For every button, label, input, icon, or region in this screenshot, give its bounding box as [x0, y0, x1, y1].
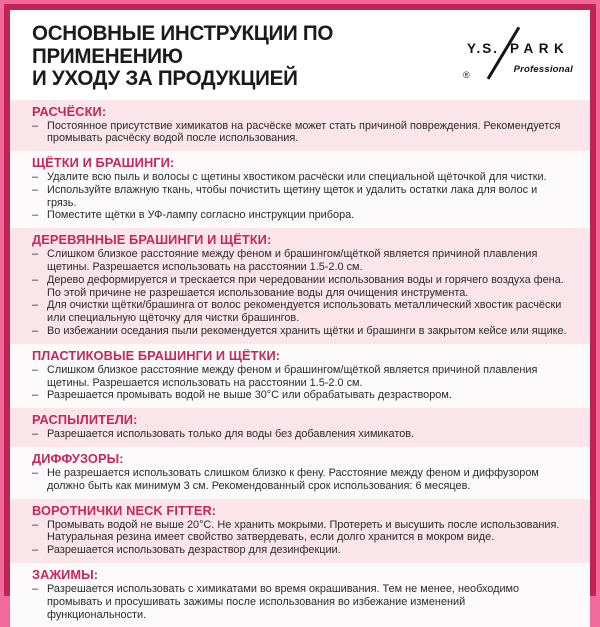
bullet-text: Во избежании оседания пыли рекомендуется хранить щётки и брашинги в закрытом кейсе или ящике.: [47, 325, 567, 338]
bullet-item: [32, 519, 572, 545]
section-items: [32, 364, 572, 402]
dash-bullet: –: [32, 467, 47, 480]
bullet-text: Постоянное присутствие химикатов на расчёске может стать причиной повреждения. Рекомендуется промывать расчёску водой после использования.: [47, 120, 567, 146]
bullet-item: [32, 299, 572, 325]
dash-bullet: –: [32, 519, 47, 532]
section-items: [32, 583, 572, 621]
bullet-item: [32, 364, 572, 390]
bullet-text: Слишком близкое расстояние между феном и брашингом/щёткой является причиной плавления щетины. Разрешается использовать на расстоянии 1.5-2.0 см.: [47, 364, 567, 390]
dash-bullet: –: [32, 325, 47, 338]
instruction-section-2: [10, 151, 590, 228]
bullet-text: Удалите всю пыль и волосы с щетины хвостиком расчёски или специальной щёточкой для чистки.: [47, 171, 547, 184]
section-items: [32, 248, 572, 338]
instructions-list: [10, 100, 590, 627]
section-heading: ВОРОТНИЧКИ NECK FITTER:: [32, 503, 572, 518]
section-heading: ДИФФУЗОРЫ:: [32, 451, 572, 466]
bullet-item: [32, 325, 572, 338]
bullet-text: Разрешается промывать водой не выше 30°C или обрабатывать дезраствором.: [47, 389, 452, 402]
bullet-text: Разрешается использовать только для воды без добавления химикатов.: [47, 428, 414, 441]
dash-bullet: –: [32, 248, 47, 261]
bullet-item: [32, 467, 572, 493]
bullet-text: Слишком близкое расстояние между феном и брашингом/щёткой является причиной плавления щетины. Разрешается использовать на расстоянии 1.5-2.0 см.: [47, 248, 567, 274]
dash-bullet: –: [32, 389, 47, 402]
bullet-item: [32, 209, 572, 222]
logo-professional-text: Professional: [514, 64, 573, 75]
logo-ys-text: Y.S.: [467, 41, 499, 56]
registered-trademark-icon: ®: [463, 70, 470, 80]
section-heading: ПЛАСТИКОВЫЕ БРАШИНГИ И ЩЁТКИ:: [32, 348, 572, 363]
section-items: [32, 519, 572, 557]
section-heading: ЩЁТКИ И БРАШИНГИ:: [32, 155, 572, 170]
bullet-text: Дерево деформируется и трескается при чередовании использования воды и горячего воздуха фена. По этой причине не разрешается использование воды для очищения инструмента.: [47, 274, 567, 300]
page-title: [32, 23, 451, 91]
bullet-text: Разрешается использовать с химикатами во время окрашивания. Тем не менее, необходимо промывать и просушивать зажимы после использования во избежание изменений функциональности.: [47, 583, 567, 621]
bullet-item: [32, 274, 572, 300]
dash-bullet: –: [32, 120, 47, 133]
bullet-item: [32, 171, 572, 184]
instruction-section-4: [10, 344, 590, 408]
bullet-text: Используйте влажную ткань, чтобы почистить щетину щеток и удалить остатки лака для волос и грязь.: [47, 184, 567, 210]
bullet-item: [32, 389, 572, 402]
bullet-item: [32, 120, 572, 146]
page-title-line2: И УХОДУ ЗА ПРОДУКЦИЕЙ: [32, 67, 298, 90]
logo-park-text: PARK: [510, 41, 569, 56]
bullet-item: [32, 544, 572, 557]
section-heading: ДЕРЕВЯННЫЕ БРАШИНГИ И ЩЁТКИ:: [32, 232, 572, 247]
section-heading: ЗАЖИМЫ:: [32, 567, 572, 582]
section-heading: РАСПЫЛИТЕЛИ:: [32, 412, 572, 427]
dash-bullet: –: [32, 299, 47, 312]
header: [10, 10, 590, 100]
ys-park-logo: [460, 25, 574, 82]
bullet-item: [32, 184, 572, 210]
bullet-text: Разрешается использовать дезраствор для дезинфекции.: [47, 544, 341, 557]
instruction-section-3: [10, 228, 590, 344]
bullet-item: [32, 428, 572, 441]
section-items: [32, 428, 572, 441]
bullet-text: Не разрешается использовать слишком близко к фену. Расстояние между феном и диффузором должно быть как минимум 3 см. Рекомендованный срок использования: 6 месяцев.: [47, 467, 567, 493]
dash-bullet: –: [32, 184, 47, 197]
dash-bullet: –: [32, 364, 47, 377]
dash-bullet: –: [32, 171, 47, 184]
bullet-item: [32, 248, 572, 274]
dash-bullet: –: [32, 209, 47, 222]
section-items: [32, 171, 572, 222]
instruction-section-5: [10, 408, 590, 447]
bullet-text: Промывать водой не выше 20°C. Не хранить мокрыми. Протереть и высушить после использования. Натуральная резина имеет свойство затвердевать, если долго хранится в мокром виде.: [47, 519, 567, 545]
document-card: [4, 4, 596, 596]
instruction-section-7: [10, 499, 590, 563]
instruction-section-1: [10, 100, 590, 152]
bullet-text: Поместите щётки в УФ-лампу согласно инструкции прибора.: [47, 209, 354, 222]
dash-bullet: –: [32, 583, 47, 596]
dash-bullet: –: [32, 274, 47, 287]
instruction-section-6: [10, 447, 590, 499]
page-title-line1: ОСНОВНЫЕ ИНСТРУКЦИИ ПО ПРИМЕНЕНИЮ: [32, 22, 333, 68]
dash-bullet: –: [32, 428, 47, 441]
bullet-item: [32, 583, 572, 621]
bullet-text: Для очистки щётки/брашинга от волос рекомендуется использовать металлический хвостик расчёски или специальную щёточку для чистки брашингов.: [47, 299, 567, 325]
section-items: [32, 120, 572, 146]
section-heading: РАСЧЁСКИ:: [32, 104, 572, 119]
section-items: [32, 467, 572, 493]
instruction-section-8: [10, 563, 590, 627]
dash-bullet: –: [32, 544, 47, 557]
